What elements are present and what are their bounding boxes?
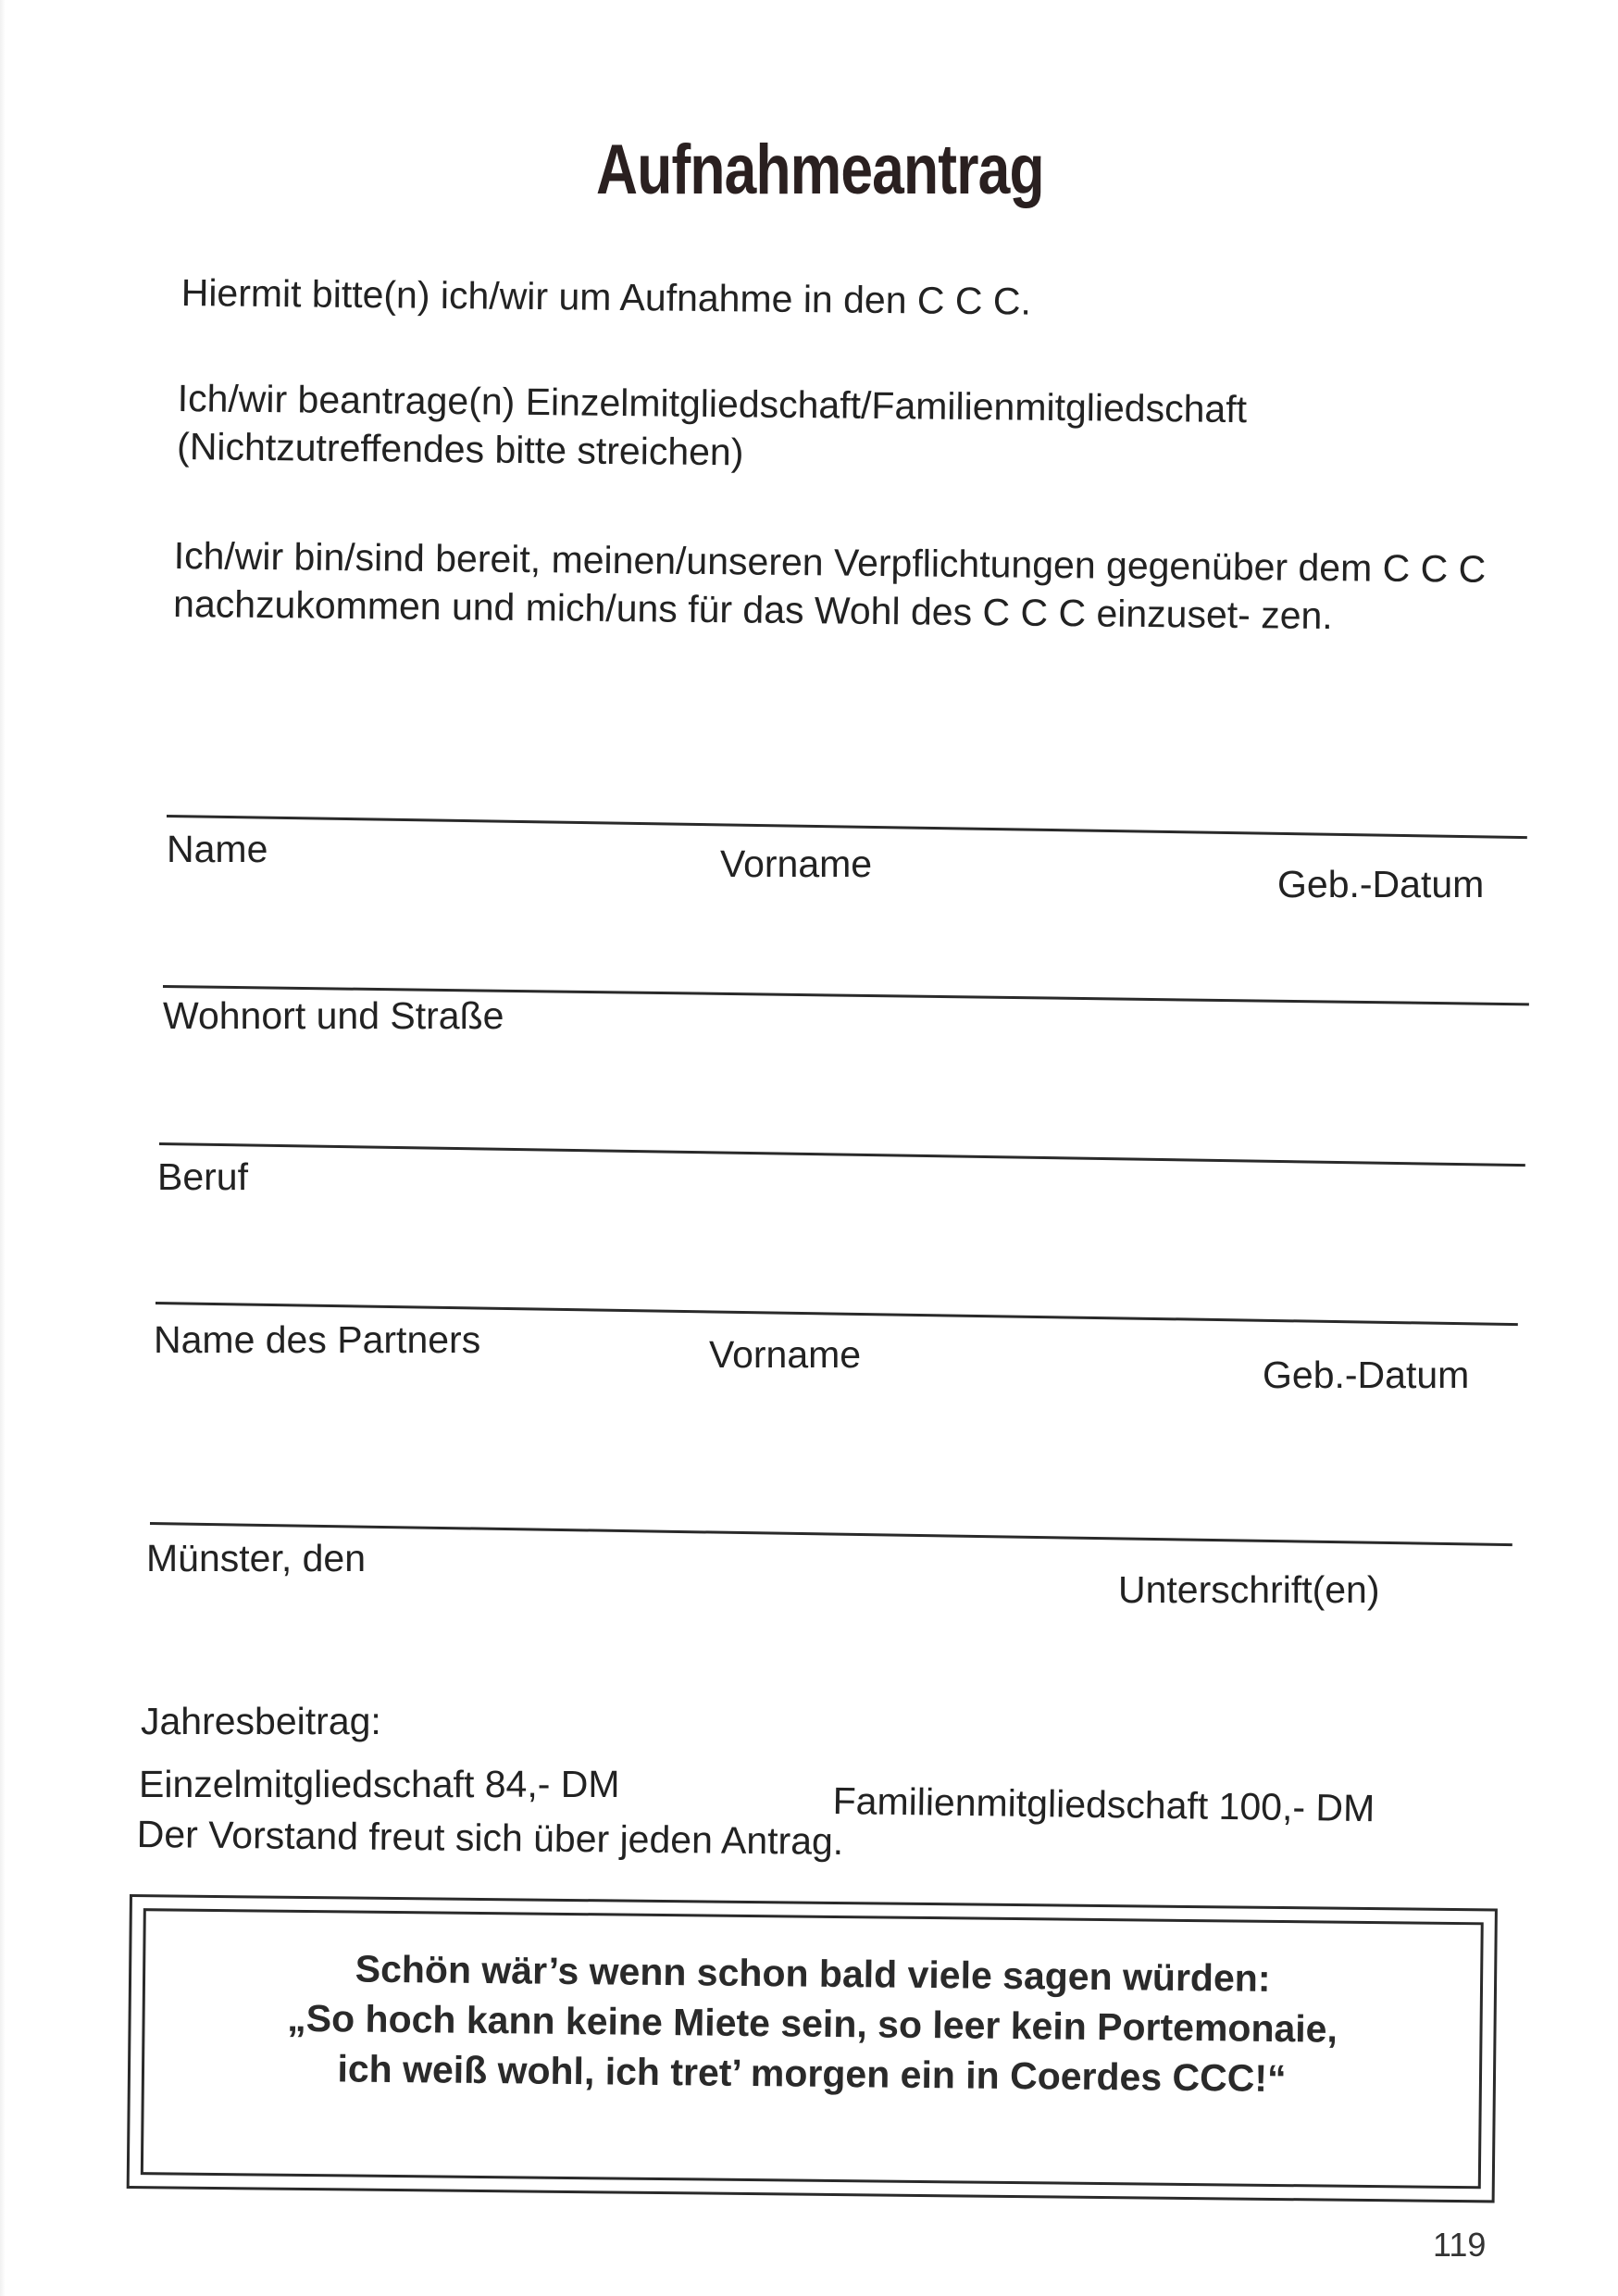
- address-label: Wohnort und Straße: [163, 994, 504, 1037]
- quote-line-3: ich weiß wohl, ich tret’ morgen ein in Coerdes CCC!“: [337, 2047, 1287, 2101]
- birthdate-label: Geb.-Datum: [1277, 863, 1485, 905]
- place-date-label: Münster, den: [146, 1537, 367, 1579]
- signature-label: Unterschrift(en): [1118, 1568, 1380, 1611]
- scan-edge: [0, 0, 6, 2296]
- vorname-label: Vorname: [720, 842, 873, 885]
- board-note: Der Vorstand freut sich über jeden Antrag.: [136, 1813, 844, 1863]
- quote-line-2: „So hoch kann keine Miete sein, so leer kein Portemonaie,: [287, 1996, 1338, 2051]
- annual-fee-heading: Jahresbeitrag:: [141, 1700, 381, 1742]
- page-number: 119: [1433, 2226, 1487, 2264]
- quote-text: [131, 1941, 1495, 2105]
- occupation-label: Beruf: [157, 1155, 248, 1198]
- partner-name-label: Name des Partners: [154, 1318, 481, 1361]
- quote-box: [127, 1894, 1498, 2202]
- single-membership-fee: Einzelmitgliedschaft 84,- DM: [139, 1763, 620, 1805]
- page-title: Aufnahmeantrag: [596, 131, 1044, 209]
- intro-paragraph: Hiermit bitte(n) ich/wir um Aufnahme in den C C C.: [180, 270, 1032, 323]
- partner-vorname-label: Vorname: [709, 1333, 862, 1376]
- name-signature-line[interactable]: [167, 815, 1527, 839]
- occupation-line[interactable]: [159, 1142, 1525, 1167]
- family-membership-fee: Familienmitgliedschaft 100,- DM: [832, 1779, 1375, 1830]
- membership-type-paragraph: Ich/wir beantrage(n) Einzelmitgliedschaft/Familienmitgliedschaft (Nichtzutreffendes bitte streichen): [176, 376, 1248, 474]
- obligation-paragraph: Ich/wir bin/sind bereit, meinen/unseren Verpflichtungen gegenüber dem C C C nachzukommen und mich/uns für das Wohl des C C C einzuset- zen.: [172, 533, 1487, 638]
- partner-birthdate-label: Geb.-Datum: [1263, 1354, 1470, 1396]
- quote-line-1: Schön wär’s wenn schon bald viele sagen würden:: [355, 1947, 1271, 2000]
- name-label: Name: [167, 828, 268, 870]
